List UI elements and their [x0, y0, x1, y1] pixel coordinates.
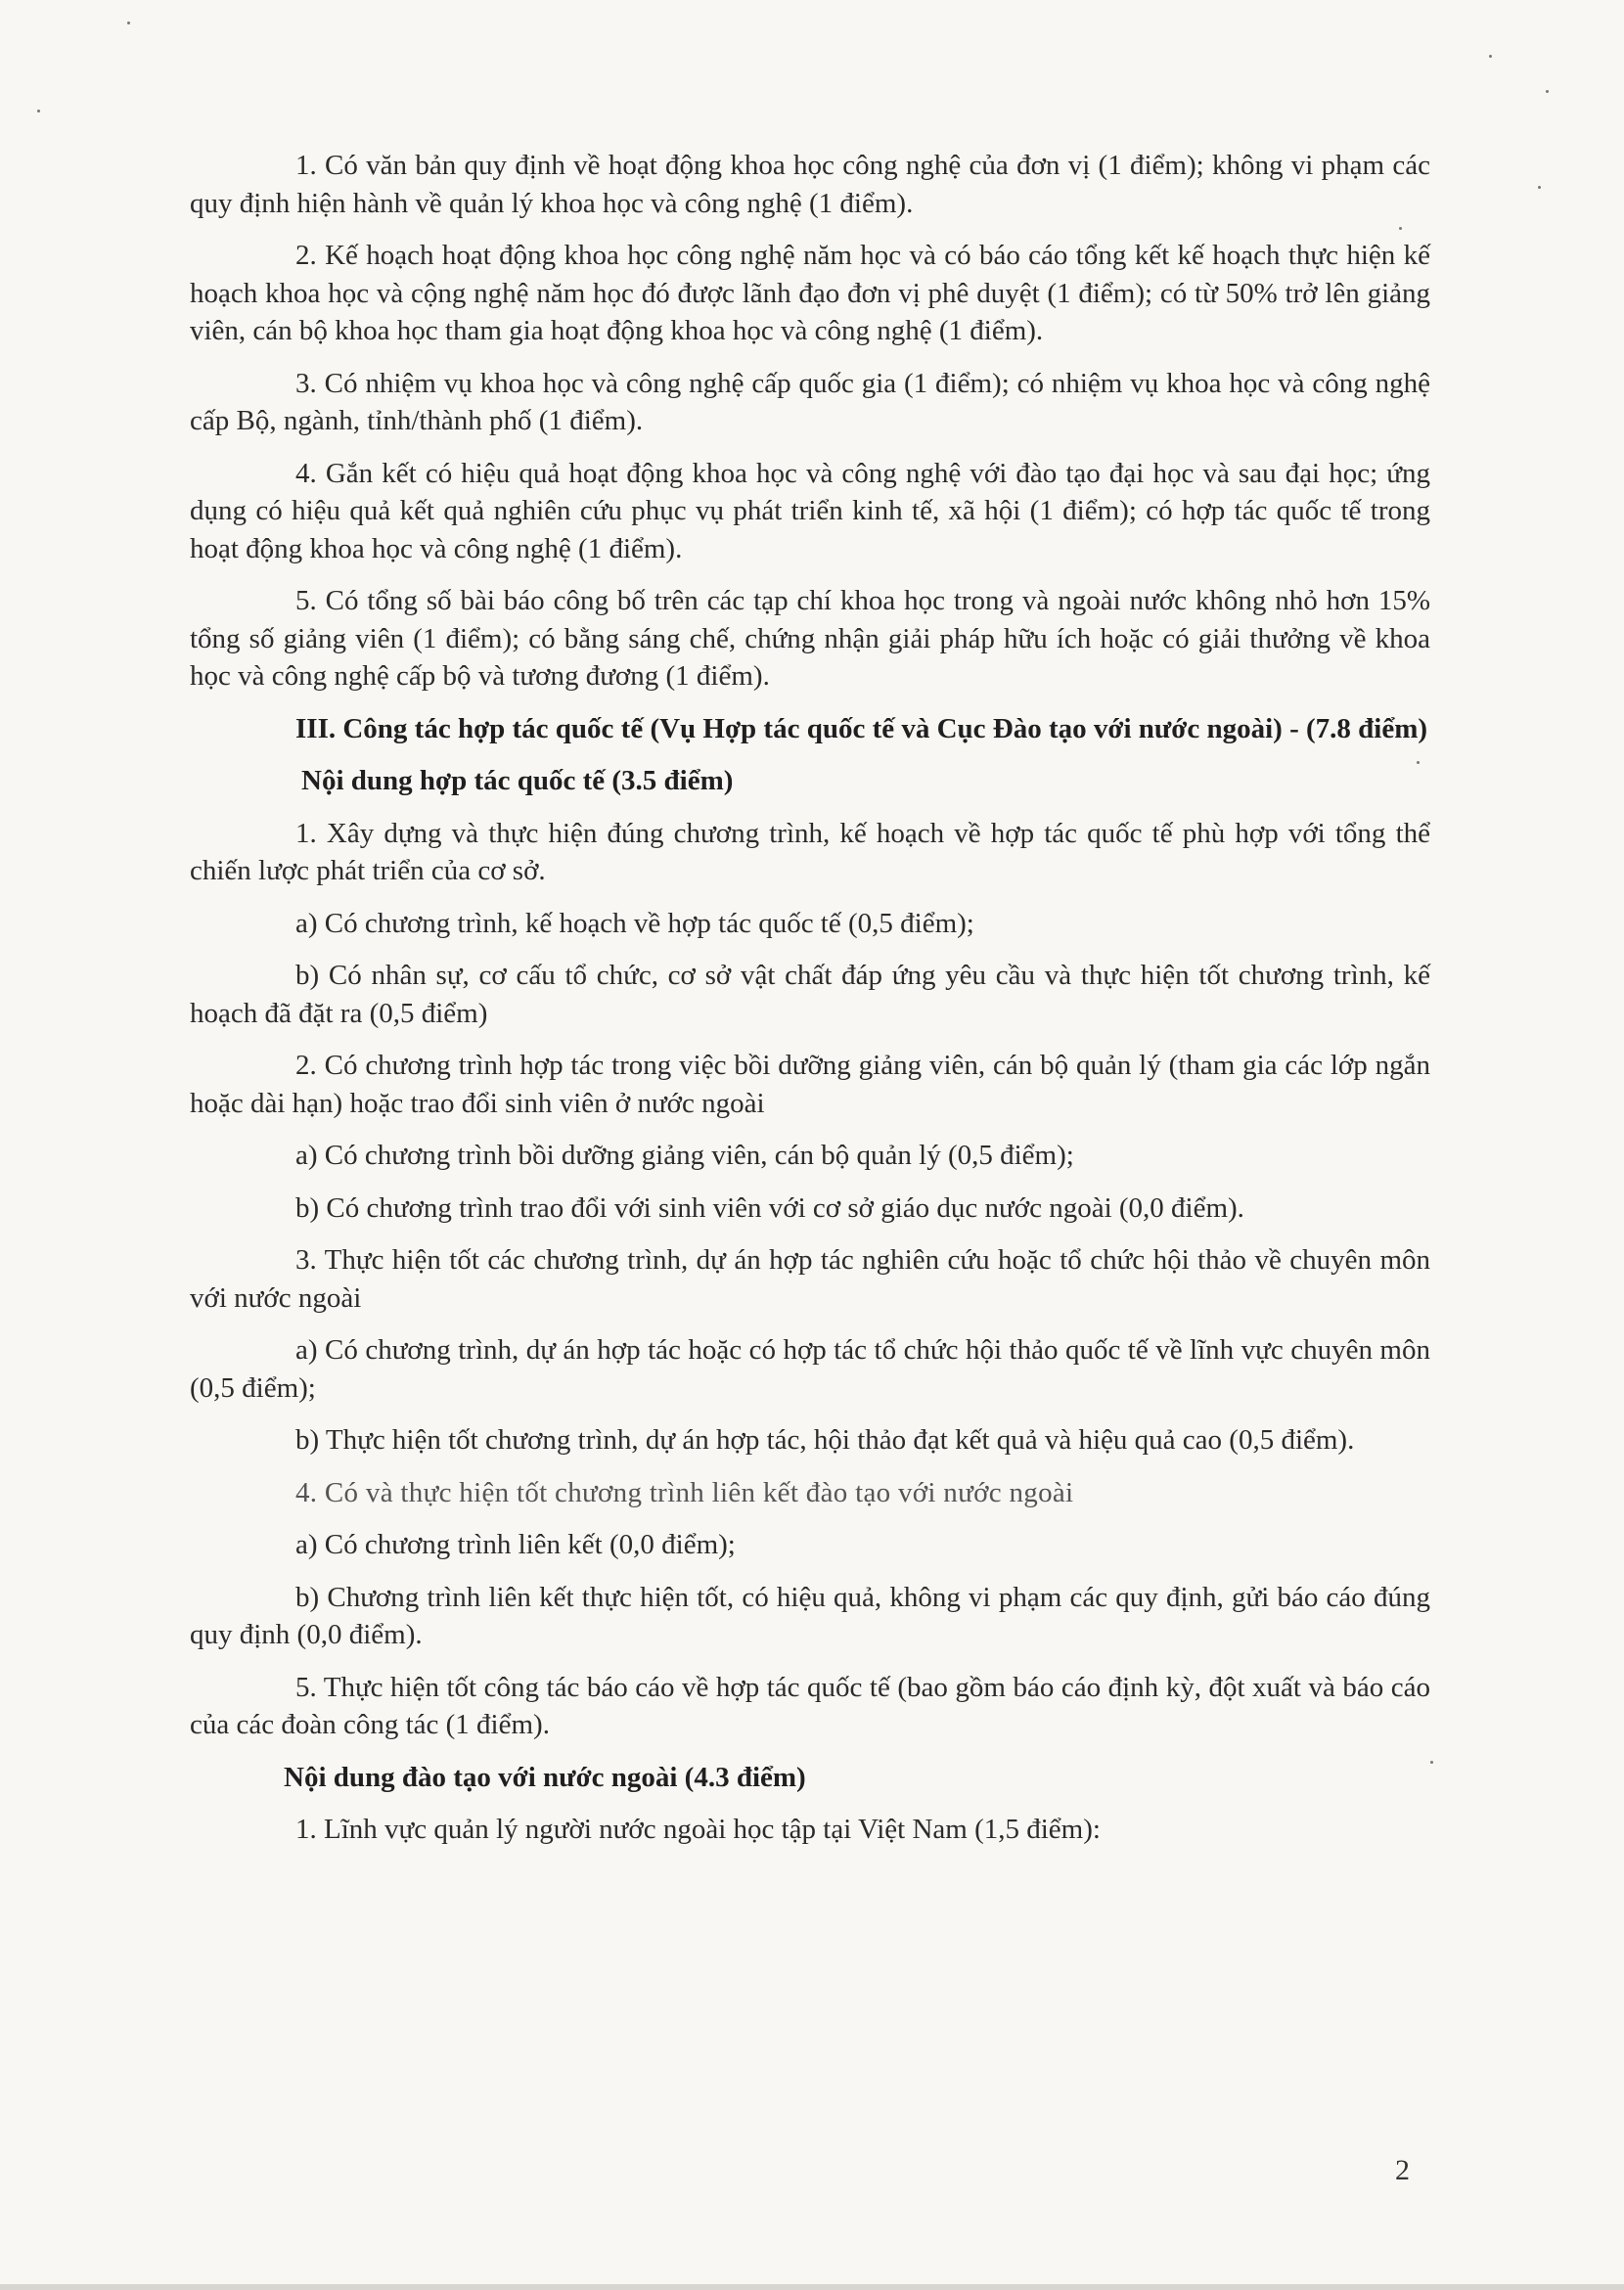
intl-coop-heading: Nội dung hợp tác quốc tế (3.5 điểm) [301, 765, 734, 796]
scan-speck [1430, 1761, 1433, 1764]
scan-speck [1417, 761, 1420, 764]
scan-speck [1546, 90, 1549, 93]
scan-bottom-edge [0, 2284, 1624, 2290]
paragraph-s2-item-2: 2. Kế hoạch hoạt động khoa học công nghệ năm học và có báo cáo tổng kết kế hoạch thực hiện kế hoạch khoa học và cộng nghệ năm học đó được lãnh đạo đơn vị phê duyệt (1 điểm); có từ 50% trở lên giảng viên, cán bộ khoa học tham gia hoạt động khoa học và công nghệ (1 điểm). [190, 240, 1430, 346]
paragraph-s2-item-5: 5. Có tổng số bài báo công bố trên các tạp chí khoa học trong và ngoài nước không nhỏ hơn 15% tổng số giảng viên (1 điểm); có bằng sáng chế, chứng nhận giải pháp hữu ích hoặc có giải thưởng về khoa học và công nghệ cấp bộ và tương đương (1 điểm). [190, 585, 1430, 692]
intl-item-3b: b) Thực hiện tốt chương trình, dự án hợp tác, hội thảo đạt kết quả và hiệu quả cao (0,5 điểm). [295, 1424, 1355, 1456]
section-3-title: III. Công tác hợp tác quốc tế (Vụ Hợp tác quốc tế và Cục Đào tạo với nước ngoài) - (7.8 điểm) [295, 712, 1428, 744]
intl-item-1: 1. Xây dựng và thực hiện đúng chương trình, kế hoạch về hợp tác quốc tế phù hợp với tổng thể chiến lược phát triển của cơ sở. [190, 817, 1430, 886]
paragraph-s2-item-4: 4. Gắn kết có hiệu quả hoạt động khoa học và công nghệ với đào tạo đại học và sau đại học; ứng dụng có hiệu quả kết quả nghiên cứu phục vụ phát triển kinh tế, xã hội (1 điểm); có hợp tác quốc tế trong hoạt động khoa học và công nghệ (1 điểm). [190, 457, 1430, 564]
scan-speck [127, 22, 130, 24]
scan-speck [1399, 227, 1402, 230]
intl-item-3a: a) Có chương trình, dự án hợp tác hoặc có hợp tác tổ chức hội thảo quốc tế về lĩnh vực chuyên môn (0,5 điểm); [190, 1334, 1430, 1404]
paragraph-s2-item-1: 1. Có văn bản quy định về hoạt động khoa học công nghệ của đơn vị (1 điểm); không vi phạm các quy định hiện hành về quản lý khoa học và công nghệ (1 điểm). [190, 150, 1430, 219]
intl-item-2b: b) Có chương trình trao đổi với sinh viên với cơ sở giáo dục nước ngoài (0,0 điểm). [295, 1191, 1244, 1224]
intl-item-1b: b) Có nhân sự, cơ cấu tổ chức, cơ sở vật chất đáp ứng yêu cầu và thực hiện tốt chương trình, kế hoạch đã đặt ra (0,5 điểm) [190, 960, 1430, 1029]
scan-speck [1489, 55, 1492, 58]
intl-item-4b: b) Chương trình liên kết thực hiện tốt, có hiệu quả, không vi phạm các quy định, gửi báo cáo đúng quy định (0,0 điểm). [190, 1581, 1430, 1650]
page-number: 2 [1395, 2154, 1410, 2186]
scan-speck [37, 110, 40, 112]
intl-item-3: 3. Thực hiện tốt các chương trình, dự án hợp tác nghiên cứu hoặc tổ chức hội thảo về chuyên môn với nước ngoài [190, 1244, 1430, 1314]
intl-item-2: 2. Có chương trình hợp tác trong việc bồi dưỡng giảng viên, cán bộ quản lý (tham gia các lớp ngắn hoặc dài hạn) hoặc trao đổi sinh viên ở nước ngoài [190, 1050, 1430, 1119]
scan-speck [1538, 186, 1541, 189]
intl-item-4a: a) Có chương trình liên kết (0,0 điểm); [295, 1529, 736, 1560]
foreign-training-heading: Nội dung đào tạo với nước ngoài (4.3 điểm) [284, 1761, 806, 1793]
paragraph-s2-item-3: 3. Có nhiệm vụ khoa học và công nghệ cấp quốc gia (1 điểm); có nhiệm vụ khoa học và công nghệ cấp Bộ, ngành, tỉnh/thành phố (1 điểm). [190, 367, 1430, 436]
intl-item-4: 4. Có và thực hiện tốt chương trình liên kết đào tạo với nước ngoài [295, 1476, 1074, 1508]
document-body [190, 147, 1430, 1863]
intl-item-1a: a) Có chương trình, kế hoạch về hợp tác quốc tế (0,5 điểm); [295, 907, 974, 939]
intl-item-5: 5. Thực hiện tốt công tác báo cáo về hợp tác quốc tế (bao gồm báo cáo định kỳ, đột xuất và báo cáo của các đoàn công tác (1 điểm). [190, 1671, 1430, 1740]
intl-item-2a: a) Có chương trình bồi dưỡng giảng viên, cán bộ quản lý (0,5 điểm); [295, 1140, 1074, 1171]
foreign-item-1: 1. Lĩnh vực quản lý người nước ngoài học tập tại Việt Nam (1,5 điểm): [295, 1814, 1101, 1845]
